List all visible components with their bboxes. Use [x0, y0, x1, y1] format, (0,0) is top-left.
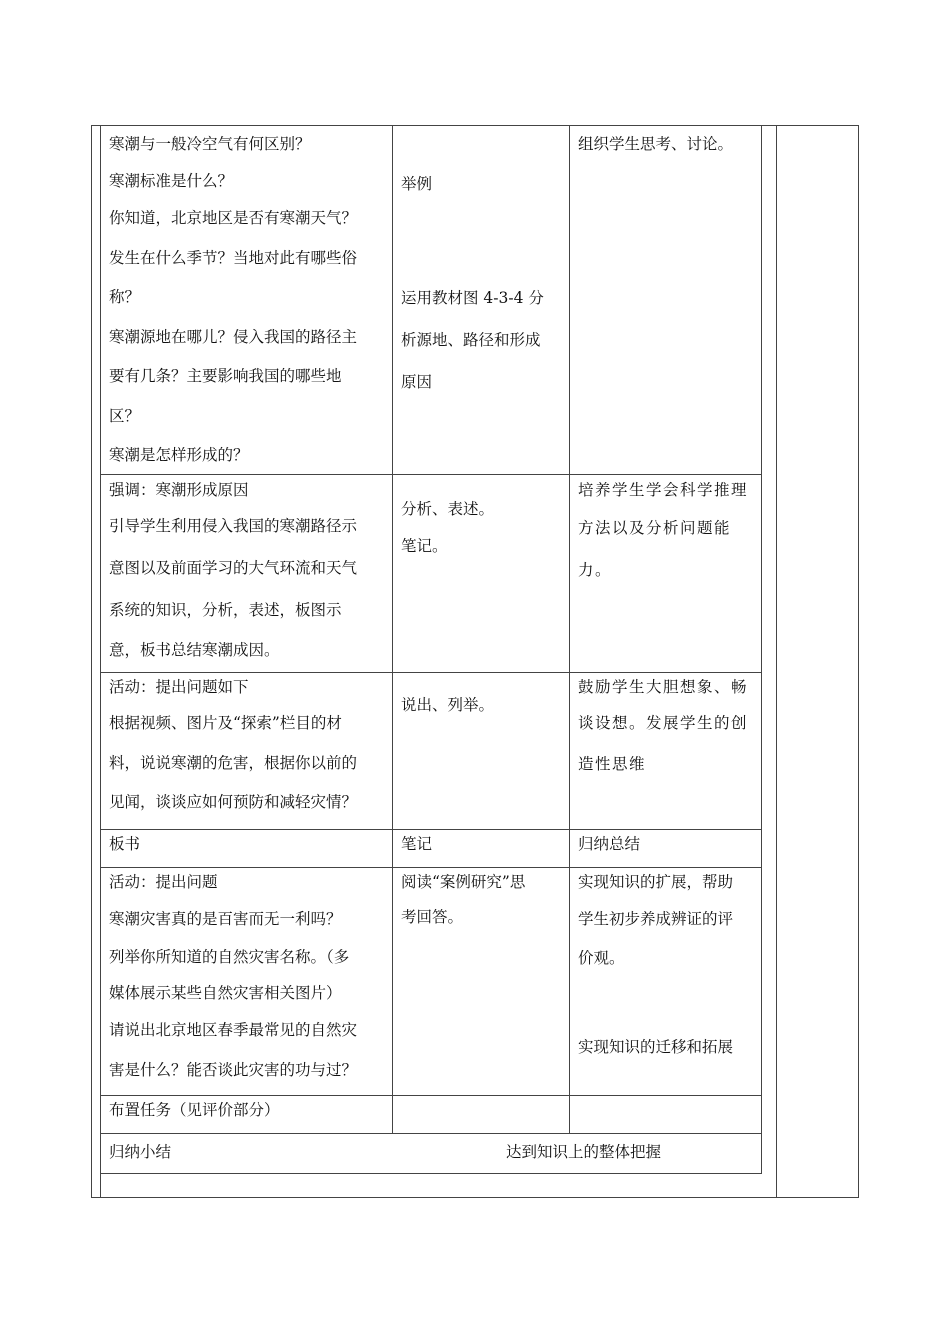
design-intent-cell	[570, 1096, 762, 1134]
cell-text: 造性思维	[578, 755, 647, 773]
cell-text: 害是什么？能否谈此灾害的功与过？	[109, 1061, 358, 1079]
cell-text: 归纳总结	[578, 835, 641, 853]
cell-text: 意，板书总结寒潮成因。	[109, 641, 280, 659]
cell-text: 力。	[578, 561, 613, 579]
cell-text: 媒体展示某些自然灾害相关图片）	[109, 984, 342, 1002]
cell-text: 板书	[109, 835, 141, 853]
table-row	[101, 1096, 762, 1134]
cell-text: 阅读“案例研究”思	[401, 873, 526, 891]
design-intent-cell	[570, 830, 762, 868]
cell-text: 发生在什么季节？当地对此有哪些俗	[109, 249, 358, 267]
cell-text: 培养学生学会科学推理	[578, 481, 749, 499]
cell-text: 分析、表述。	[401, 500, 495, 518]
table-row	[101, 868, 762, 1096]
cell-text: 寒潮源地在哪儿？侵入我国的路径主	[109, 328, 358, 346]
teacher-activity-cell	[101, 830, 393, 868]
teacher-activity-cell	[101, 1096, 393, 1134]
cell-text: 引导学生利用侵入我国的寒潮路径示	[109, 517, 358, 535]
cell-text: 笔记。	[401, 537, 448, 555]
cell-text: 料，说说寒潮的危害，根据你以前的	[109, 754, 358, 772]
cell-text: 根据视频、图片及“探索”栏目的材	[109, 714, 342, 732]
frame-right-column-rule	[776, 125, 777, 1198]
cell-text: 谈设想。发展学生的创	[578, 714, 749, 732]
summary-goal: 达到知识上的整体把握	[505, 1143, 661, 1161]
cell-text: 举例	[401, 175, 433, 193]
cell-text: 学生初步养成辨证的评	[578, 910, 734, 928]
cell-text: 鼓励学生大胆想象、畅	[578, 678, 749, 696]
cell-text: 强调：寒潮形成原因	[109, 481, 249, 499]
teacher-activity-cell	[101, 475, 393, 673]
teacher-activity-cell	[101, 673, 393, 830]
student-activity-cell	[393, 475, 570, 673]
design-intent-cell	[570, 868, 762, 1096]
student-activity-cell	[393, 1096, 570, 1134]
table-row	[101, 126, 762, 475]
cell-text: 实现知识的迁移和拓展	[578, 1038, 734, 1056]
table-row	[101, 830, 762, 868]
cell-text: 价观。	[578, 949, 625, 967]
student-activity-cell	[393, 673, 570, 830]
cell-text: 意图以及前面学习的大气环流和天气	[109, 559, 358, 577]
cell-text: 原因	[401, 373, 433, 391]
design-intent-cell	[570, 475, 762, 673]
student-activity-cell	[393, 830, 570, 868]
cell-text: 要有几条？主要影响我国的哪些地	[109, 367, 342, 385]
cell-text: 考回答。	[401, 908, 464, 926]
cell-text: 组织学生思考、讨论。	[578, 135, 734, 153]
cell-text: 寒潮标准是什么？	[109, 172, 234, 190]
cell-text: 称？	[109, 288, 141, 306]
cell-text: 系统的知识，分析，表述，板图示	[109, 601, 342, 619]
design-intent-cell	[570, 673, 762, 830]
teacher-activity-cell	[101, 868, 393, 1096]
design-intent-cell	[570, 126, 762, 475]
cell-text: 活动：提出问题如下	[109, 678, 249, 696]
cell-text: 寒潮灾害真的是百害而无一利吗？	[109, 910, 342, 928]
cell-text: 实现知识的扩展，帮助	[578, 873, 734, 891]
teacher-activity-cell	[101, 126, 393, 475]
lesson-plan-table	[100, 125, 762, 1174]
table-row	[101, 673, 762, 830]
cell-text: 析源地、路径和形成	[401, 331, 541, 349]
cell-text: 运用教材图 4-3-4 分	[401, 289, 544, 307]
summary-label: 归纳小结	[109, 1143, 172, 1161]
table-row	[101, 475, 762, 673]
cell-text: 你知道，北京地区是否有寒潮天气？	[109, 209, 358, 227]
summary-row	[101, 1134, 762, 1174]
cell-text: 说出、列举。	[401, 696, 495, 714]
cell-text: 笔记	[401, 835, 433, 853]
summary-cell	[101, 1134, 762, 1174]
cell-text: 寒潮与一般冷空气有何区别？	[109, 135, 311, 153]
cell-text: 方法以及分析问题能	[578, 519, 732, 537]
student-activity-cell	[393, 126, 570, 475]
cell-text: 列举你所知道的自然灾害名称。（多	[109, 948, 350, 966]
cell-text: 活动：提出问题	[109, 873, 218, 891]
cell-text: 布置任务（见评价部分）	[109, 1101, 280, 1119]
cell-text: 见闻，谈谈应如何预防和减轻灾情？	[109, 793, 358, 811]
cell-text: 请说出北京地区春季最常见的自然灾	[109, 1021, 358, 1039]
student-activity-cell	[393, 868, 570, 1096]
cell-text: 区？	[109, 407, 141, 425]
cell-text: 寒潮是怎样形成的？	[109, 446, 249, 464]
